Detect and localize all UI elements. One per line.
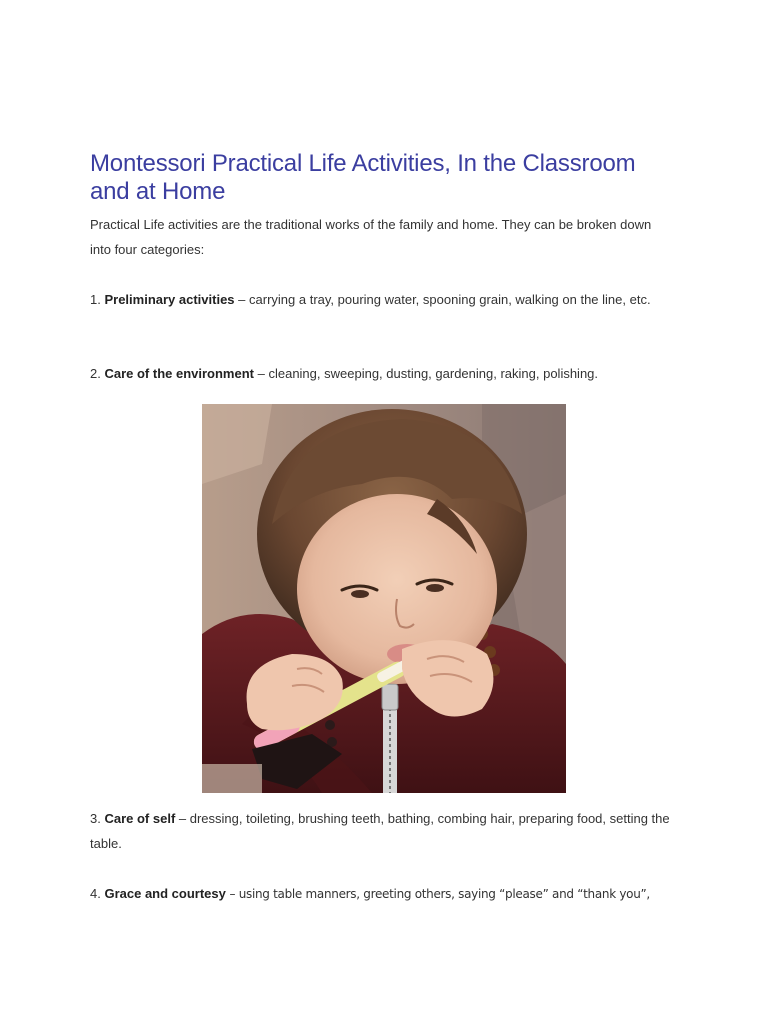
item-number: 3.: [90, 811, 101, 826]
article-intro: Practical Life activities are the traditional works of the family and home. They can be broken down into four categories:: [90, 217, 652, 257]
item-number: 1.: [90, 292, 101, 307]
item-number: 4.: [90, 886, 101, 901]
item-heading: Preliminary activities: [104, 292, 235, 307]
item-heading: Care of the environment: [104, 366, 254, 381]
list-item: [90, 361, 670, 386]
item-heading: Grace and courtesy: [104, 886, 226, 901]
list-item: [90, 806, 670, 856]
item-heading: Care of self: [104, 811, 176, 826]
list-item: [90, 287, 670, 312]
item-description: – carrying a tray, pouring water, spooning grain, walking on the line, etc.: [238, 292, 651, 307]
item-description: – using table manners, greeting others, saying “please” and “thank you”,: [229, 887, 650, 901]
list-item: [90, 881, 670, 907]
item-number: 2.: [90, 366, 101, 381]
photo-illustration: [202, 404, 566, 793]
article: [90, 150, 670, 907]
item-description: – dressing, toileting, brushing teeth, bathing, combing hair, preparing food, setting the table.: [90, 811, 670, 851]
toddler-toothbrush-photo: [202, 404, 566, 793]
article-title: Montessori Practical Life Activities, In the Classroom and at Home: [90, 150, 636, 205]
item-description: – cleaning, sweeping, dusting, gardening, raking, polishing.: [257, 366, 599, 381]
